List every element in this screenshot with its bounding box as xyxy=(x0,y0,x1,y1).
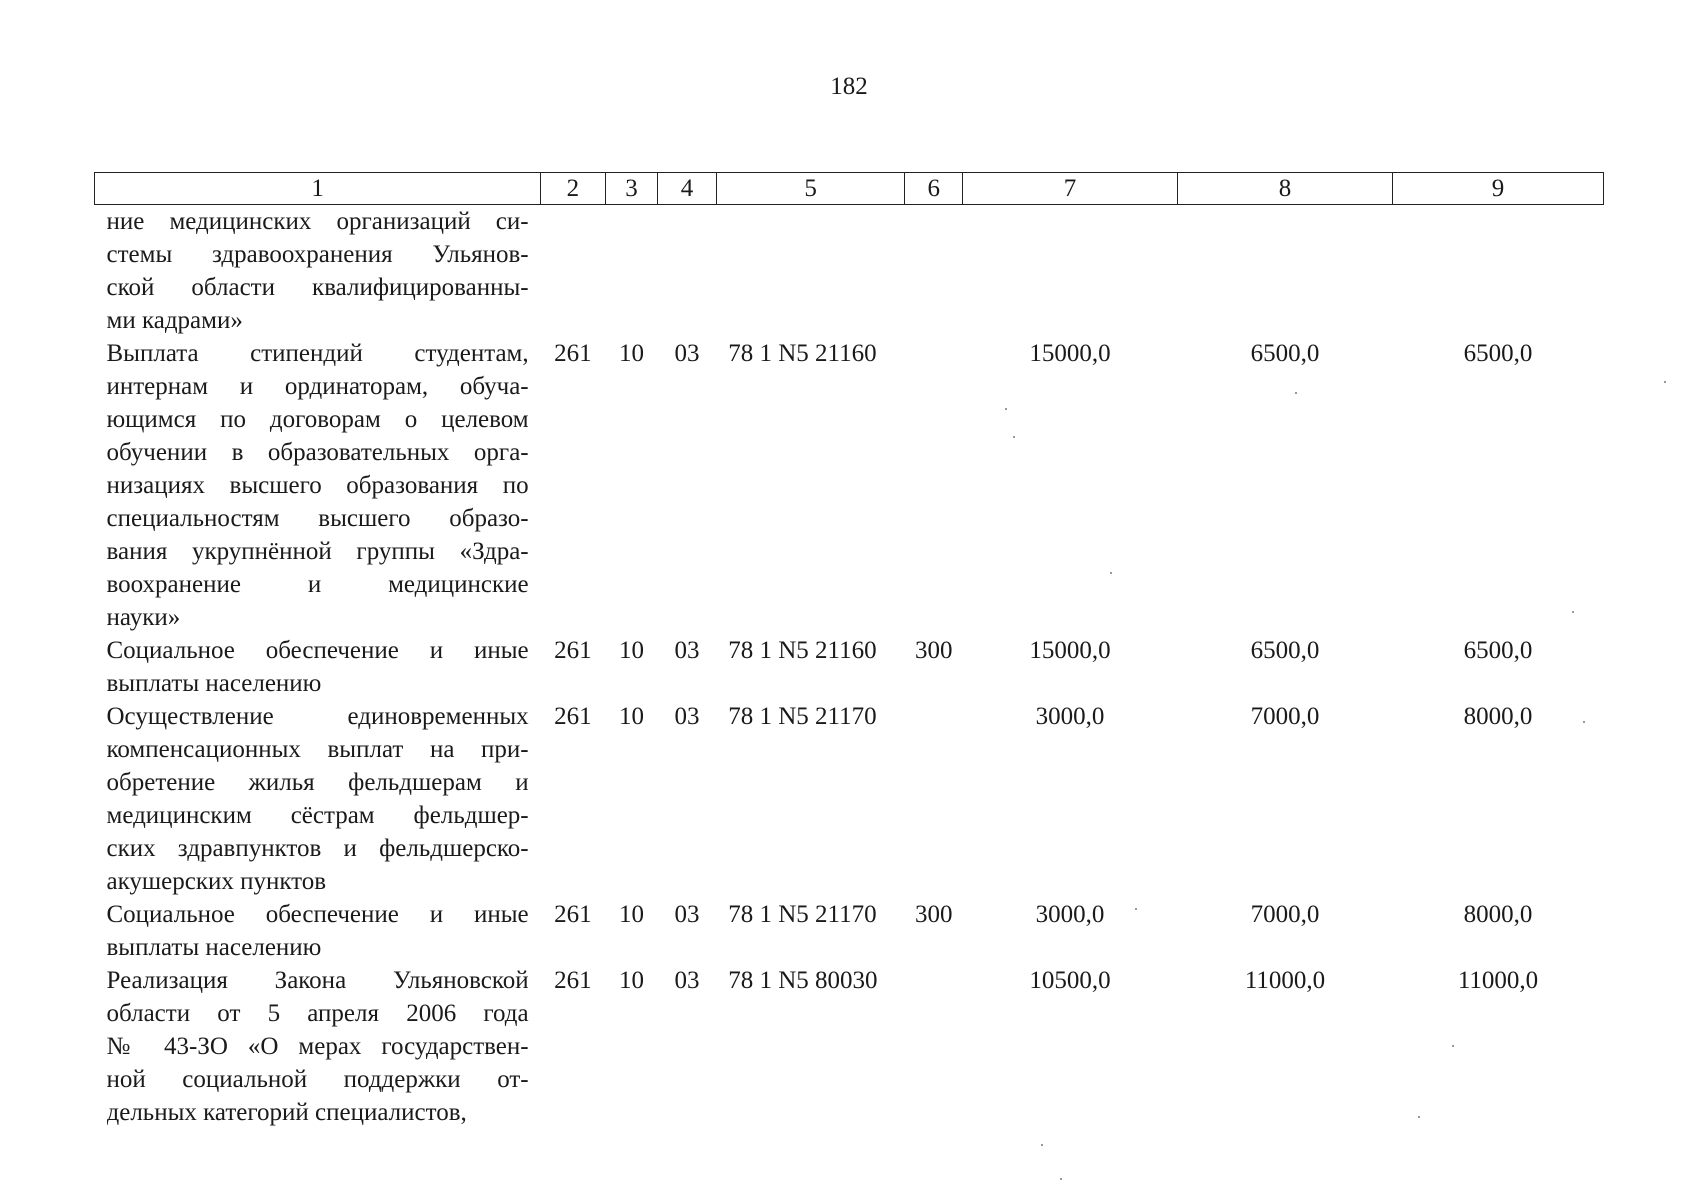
description-line: ми кадрами» xyxy=(106,307,243,334)
description-line: дельных категорий специалистов, xyxy=(106,1099,467,1126)
description-line: № 43-ЗО «О мерах государствен- xyxy=(106,1033,529,1060)
description-line: области от 5 апреля 2006 года xyxy=(106,1000,529,1027)
col-amount-7: 10500,0 xyxy=(1029,967,1111,994)
col-amount-9: 6500,0 xyxy=(1463,340,1533,367)
col-section: 10 xyxy=(618,703,644,730)
row-description xyxy=(95,634,541,700)
scan-speck xyxy=(1005,408,1007,410)
col-admin-code: 261 xyxy=(554,637,592,664)
col-amount-7 xyxy=(963,205,1178,338)
row-description xyxy=(95,700,541,898)
scan-speck xyxy=(1041,1144,1043,1146)
description-line: выплаты населению xyxy=(106,934,322,961)
col-expense-type xyxy=(905,964,963,1129)
col-expense-type xyxy=(905,700,963,898)
col-admin-code: 261 xyxy=(554,703,592,730)
col-admin-code: 261 xyxy=(554,967,592,994)
description-line: Социальное обеспечение и иные xyxy=(106,637,529,664)
col-section: 10 xyxy=(618,340,644,367)
row-description xyxy=(95,898,541,964)
col-subsection: 03 xyxy=(674,340,700,367)
col-subsection xyxy=(658,205,717,338)
header-col-6: 6 xyxy=(905,173,963,205)
table-row xyxy=(95,700,1604,898)
col-expense-type xyxy=(905,337,963,634)
description-line: науки» xyxy=(106,604,181,631)
col-amount-9: 6500,0 xyxy=(1463,637,1533,664)
col-amount-7: 3000,0 xyxy=(1035,901,1105,928)
scan-speck xyxy=(1060,1178,1062,1180)
description-line: обучении в образовательных орга- xyxy=(106,439,529,466)
description-line: вания укрупнённой группы «Здра- xyxy=(106,538,529,565)
description-line: Осуществление единовременных xyxy=(106,703,529,730)
description-line: обретение жилья фельдшерам и xyxy=(106,769,529,796)
col-subsection: 03 xyxy=(674,637,700,664)
description-line: выплаты населению xyxy=(106,670,322,697)
scan-speck xyxy=(1110,572,1112,574)
header-col-9: 9 xyxy=(1392,173,1603,205)
col-amount-8: 7000,0 xyxy=(1250,703,1320,730)
col-target-article: 78 1 N5 21170 xyxy=(728,901,877,928)
col-target-article: 78 1 N5 80030 xyxy=(728,967,878,994)
col-section: 10 xyxy=(618,901,644,928)
col-amount-9: 8000,0 xyxy=(1463,901,1533,928)
table-row xyxy=(95,898,1604,964)
description-line: ной социальной поддержки от- xyxy=(106,1066,529,1093)
header-col-7: 7 xyxy=(963,173,1178,205)
header-col-1: 1 xyxy=(95,173,541,205)
col-admin-code xyxy=(541,205,606,338)
scan-speck xyxy=(1583,721,1585,723)
scan-speck xyxy=(1572,611,1574,613)
description-line: компенсационных выплат на при- xyxy=(106,736,529,763)
col-expense-type: 300 xyxy=(915,901,953,928)
header-col-2: 2 xyxy=(541,173,606,205)
scan-speck xyxy=(1664,381,1666,383)
col-expense-type xyxy=(905,205,963,338)
col-admin-code: 261 xyxy=(554,901,592,928)
description-line: ских здравпунктов и фельдшерско- xyxy=(106,835,529,862)
table-row xyxy=(95,964,1604,1129)
description-line: ющимся по договорам о целевом xyxy=(106,406,529,433)
col-amount-7: 15000,0 xyxy=(1029,637,1111,664)
header-col-3: 3 xyxy=(605,173,657,205)
table-header xyxy=(95,173,1604,205)
row-description xyxy=(95,964,541,1129)
table-row xyxy=(95,634,1604,700)
header-col-5: 5 xyxy=(716,173,905,205)
col-subsection: 03 xyxy=(674,967,700,994)
col-target-article xyxy=(716,205,905,338)
description-line: ской области квалифицированны- xyxy=(106,274,529,301)
col-amount-7: 3000,0 xyxy=(1035,703,1105,730)
row-description xyxy=(95,205,541,338)
description-line: Выплата стипендий студентам, xyxy=(106,340,529,367)
scan-speck xyxy=(1013,436,1015,438)
description-line: интернам и ординаторам, обуча- xyxy=(106,373,529,400)
header-row xyxy=(95,173,1604,205)
description-line: Социальное обеспечение и иные xyxy=(106,901,529,928)
page-number: 182 xyxy=(830,73,868,100)
scan-speck xyxy=(1135,908,1137,910)
table-row xyxy=(95,337,1604,634)
col-target-article: 78 1 N5 21160 xyxy=(728,340,877,367)
table-row xyxy=(95,205,1604,338)
description-line: ние медицинских организаций си- xyxy=(106,208,529,235)
col-subsection: 03 xyxy=(674,901,700,928)
scan-speck xyxy=(1452,1045,1454,1047)
row-description xyxy=(95,337,541,634)
col-expense-type: 300 xyxy=(915,637,953,664)
col-admin-code: 261 xyxy=(554,340,592,367)
col-amount-9 xyxy=(1392,205,1603,338)
description-line: стемы здравоохранения Ульянов- xyxy=(106,241,529,268)
description-line: медицинским сёстрам фельдшер- xyxy=(106,802,529,829)
scan-speck xyxy=(1418,1116,1420,1118)
header-col-4: 4 xyxy=(658,173,717,205)
col-section: 10 xyxy=(618,637,644,664)
description-line: Реализация Закона Ульяновской xyxy=(106,967,529,994)
col-amount-9: 11000,0 xyxy=(1457,967,1539,994)
col-amount-8: 7000,0 xyxy=(1250,901,1320,928)
col-amount-8: 6500,0 xyxy=(1250,637,1320,664)
col-amount-8: 11000,0 xyxy=(1244,967,1326,994)
col-amount-9: 8000,0 xyxy=(1463,703,1533,730)
col-target-article: 78 1 N5 21160 xyxy=(728,637,877,664)
budget-table xyxy=(94,172,1604,1129)
description-line: специальностям высшего образо- xyxy=(106,505,529,532)
col-amount-7: 15000,0 xyxy=(1029,340,1111,367)
col-subsection: 03 xyxy=(674,703,700,730)
description-line: воохранение и медицинские xyxy=(106,571,529,598)
col-section xyxy=(605,205,657,338)
description-line: низациях высшего образования по xyxy=(106,472,529,499)
col-amount-8 xyxy=(1178,205,1393,338)
col-section: 10 xyxy=(618,967,644,994)
table-body xyxy=(95,205,1604,1130)
description-line: акушерских пунктов xyxy=(106,868,327,895)
col-target-article: 78 1 N5 21170 xyxy=(728,703,877,730)
scan-speck xyxy=(1295,392,1297,394)
col-amount-8: 6500,0 xyxy=(1250,340,1320,367)
header-col-8: 8 xyxy=(1178,173,1393,205)
